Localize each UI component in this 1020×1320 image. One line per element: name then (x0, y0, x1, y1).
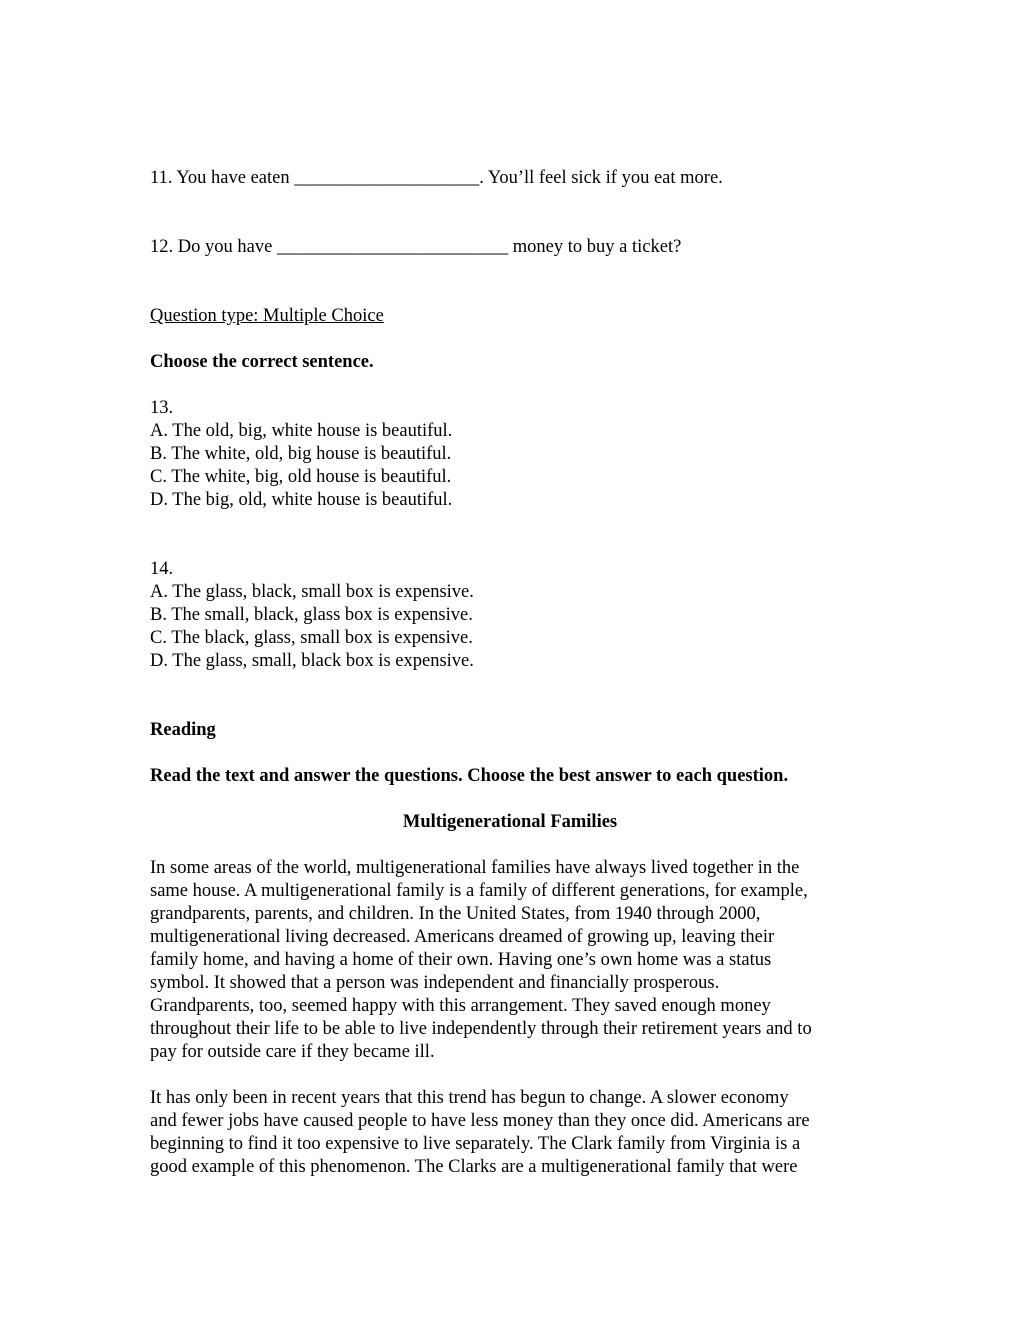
paragraph-line: It has only been in recent years that this trend has begun to change. A slower economy (150, 1088, 789, 1108)
paragraph-line: same house. A multigenerational family is a family of different generations, for example, (150, 881, 808, 901)
question-13-option-b: B. The white, old, big house is beautiful. (150, 444, 452, 464)
question-text-after: . You’ll feel sick if you eat more. (479, 168, 723, 188)
question-13-number: 13. (150, 398, 174, 418)
paragraph-line: multigenerational living decreased. Americans dreamed of growing up, leaving their (150, 927, 775, 947)
question-text-before: You have eaten (176, 168, 290, 188)
reading-paragraph-1 (150, 857, 870, 1064)
answer-blank: _________________________ (276, 237, 509, 257)
question-13-option-c: C. The white, big, old house is beautiful. (150, 467, 452, 487)
question-11 (150, 167, 723, 190)
paragraph-line: beginning to find it too expensive to live separately. The Clark family from Virginia is a (150, 1134, 801, 1154)
question-14-option-d: D. The glass, small, black box is expensive. (150, 651, 474, 671)
question-14-option-c: C. The black, glass, small box is expensive. (150, 628, 473, 648)
paragraph-line: good example of this phenomenon. The Clarks are a multigenerational family that were (150, 1157, 798, 1177)
paragraph-line: and fewer jobs have caused people to have less money than they once did. Americans are (150, 1111, 810, 1131)
question-14-number: 14. (150, 559, 174, 579)
reading-title: Multigenerational Families (402, 812, 618, 832)
paragraph-line: Grandparents, too, seemed happy with this arrangement. They saved enough money (150, 996, 771, 1016)
reading-instruction: Read the text and answer the questions. Choose the best answer to each question. (150, 766, 789, 786)
question-14-option-a: A. The glass, black, small box is expensive. (150, 582, 474, 602)
question-14-option-b: B. The small, black, glass box is expensive. (150, 605, 473, 625)
question-13-option-a: A. The old, big, white house is beautiful. (150, 421, 453, 441)
paragraph-line: symbol. It showed that a person was independent and financially prosperous. (150, 973, 720, 993)
answer-blank: ____________________ (294, 168, 480, 188)
reading-heading: Reading (150, 720, 216, 740)
question-13-option-d: D. The big, old, white house is beautiful. (150, 490, 453, 510)
question-12 (150, 236, 681, 259)
paragraph-line: In some areas of the world, multigenerational families have always lived together in the (150, 858, 800, 878)
paragraph-line: throughout their life to be able to live independently through their retirement years and to (150, 1019, 812, 1039)
paragraph-line: grandparents, parents, and children. In the United States, from 1940 through 2000, (150, 904, 761, 924)
question-text-after: money to buy a ticket? (512, 237, 682, 257)
reading-paragraph-2 (150, 1087, 870, 1179)
question-type-label: Question type: Multiple Choice (150, 306, 384, 326)
question-number: 11. (150, 168, 173, 188)
paragraph-line: family home, and having a home of their own. Having one’s own home was a status (150, 950, 772, 970)
paragraph-line: pay for outside care if they became ill. (150, 1042, 435, 1062)
question-number: 12. (150, 237, 174, 257)
mc-instruction: Choose the correct sentence. (150, 352, 374, 372)
question-text-before: Do you have (177, 237, 273, 257)
